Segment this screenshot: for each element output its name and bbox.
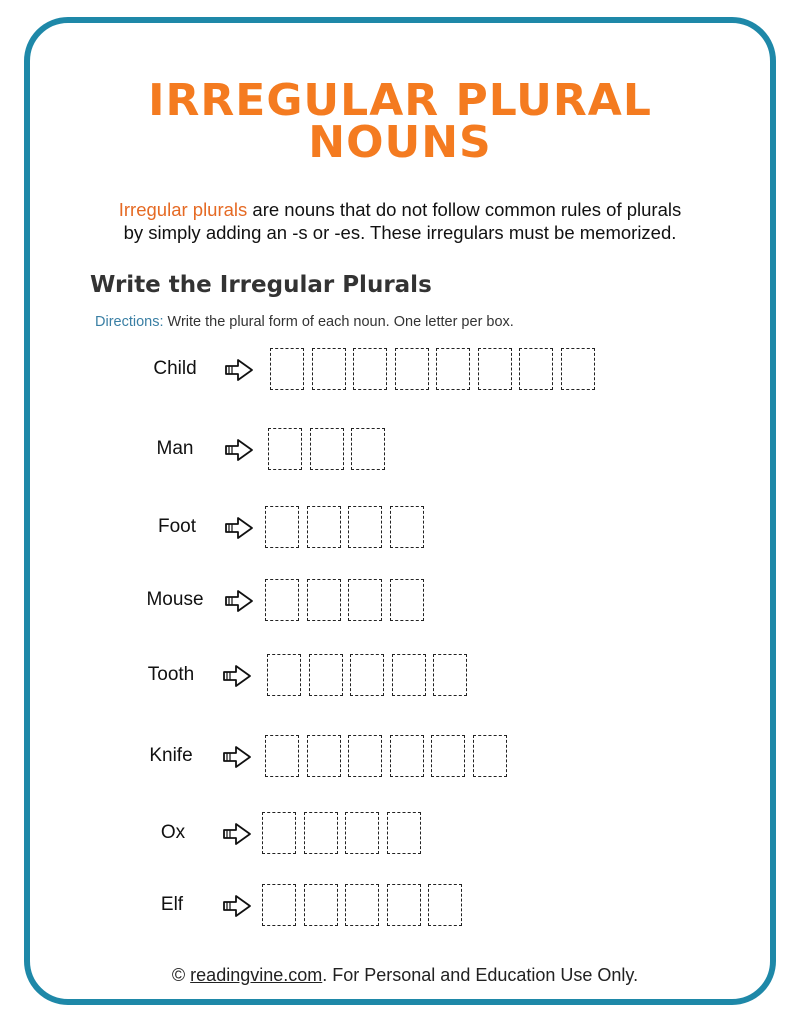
intro-line-1-text: are nouns that do not follow common rules of plurals <box>247 199 682 220</box>
noun-label: Mouse <box>146 589 204 610</box>
arrow-right-icon <box>222 894 252 918</box>
letter-box[interactable] <box>348 579 382 621</box>
letter-box[interactable] <box>309 654 343 696</box>
footer-suffix: . For Personal and Education Use Only. <box>322 965 639 985</box>
letter-box[interactable] <box>353 348 387 390</box>
intro-line-1 <box>40 198 760 221</box>
letter-box[interactable] <box>561 348 595 390</box>
letter-box[interactable] <box>265 506 299 548</box>
letter-box[interactable] <box>310 428 344 470</box>
letter-box[interactable] <box>267 654 301 696</box>
letter-box[interactable] <box>268 428 302 470</box>
letter-box[interactable] <box>473 735 507 777</box>
footer <box>0 965 800 986</box>
letter-box[interactable] <box>351 428 385 470</box>
arrow-right-icon <box>224 358 254 382</box>
letter-box[interactable] <box>428 884 462 926</box>
letter-box[interactable] <box>436 348 470 390</box>
letter-box[interactable] <box>304 884 338 926</box>
noun-label: Foot <box>157 516 197 537</box>
letter-box[interactable] <box>304 812 338 854</box>
letter-box[interactable] <box>433 654 467 696</box>
letter-box[interactable] <box>348 506 382 548</box>
letter-box[interactable] <box>478 348 512 390</box>
letter-box[interactable] <box>431 735 465 777</box>
letter-box[interactable] <box>395 348 429 390</box>
arrow-right-icon <box>222 745 252 769</box>
noun-label: Man <box>156 438 194 459</box>
letter-box[interactable] <box>387 884 421 926</box>
intro-highlight: Irregular plurals <box>118 199 248 220</box>
letter-box[interactable] <box>345 812 379 854</box>
arrow-right-icon <box>222 822 252 846</box>
footer-prefix: © <box>171 965 191 985</box>
page-title-line-1: IRREGULAR PLURAL <box>148 75 652 126</box>
directions-text: Write the plural form of each noun. One letter per box. <box>163 314 514 330</box>
arrow-right-icon <box>222 664 252 688</box>
letter-box[interactable] <box>312 348 346 390</box>
directions <box>95 314 514 330</box>
section-heading: Write the Irregular Plurals <box>90 272 432 298</box>
letter-box[interactable] <box>350 654 384 696</box>
arrow-right-icon <box>224 438 254 462</box>
footer-link[interactable]: readingvine.com <box>190 965 323 985</box>
letter-box[interactable] <box>345 884 379 926</box>
noun-label: Child <box>153 358 197 379</box>
letter-box[interactable] <box>307 735 341 777</box>
intro-line-2: by simply adding an -s or -es. These irregulars must be memorized. <box>123 222 677 243</box>
letter-box[interactable] <box>262 812 296 854</box>
letter-box[interactable] <box>390 735 424 777</box>
directions-label: Directions: <box>95 314 164 330</box>
letter-box[interactable] <box>265 579 299 621</box>
letter-box[interactable] <box>392 654 426 696</box>
letter-box[interactable] <box>348 735 382 777</box>
page-title-line-2: NOUNS <box>308 117 492 168</box>
letter-box[interactable] <box>390 579 424 621</box>
letter-box[interactable] <box>390 506 424 548</box>
letter-box[interactable] <box>265 735 299 777</box>
noun-label: Elf <box>160 894 184 915</box>
letter-box[interactable] <box>519 348 553 390</box>
noun-label: Tooth <box>147 664 195 685</box>
arrow-right-icon <box>224 516 254 540</box>
arrow-right-icon <box>224 589 254 613</box>
noun-label: Knife <box>149 745 193 766</box>
noun-label: Ox <box>160 822 186 843</box>
letter-box[interactable] <box>262 884 296 926</box>
letter-box[interactable] <box>307 579 341 621</box>
letter-box[interactable] <box>387 812 421 854</box>
letter-box[interactable] <box>270 348 304 390</box>
letter-box[interactable] <box>307 506 341 548</box>
